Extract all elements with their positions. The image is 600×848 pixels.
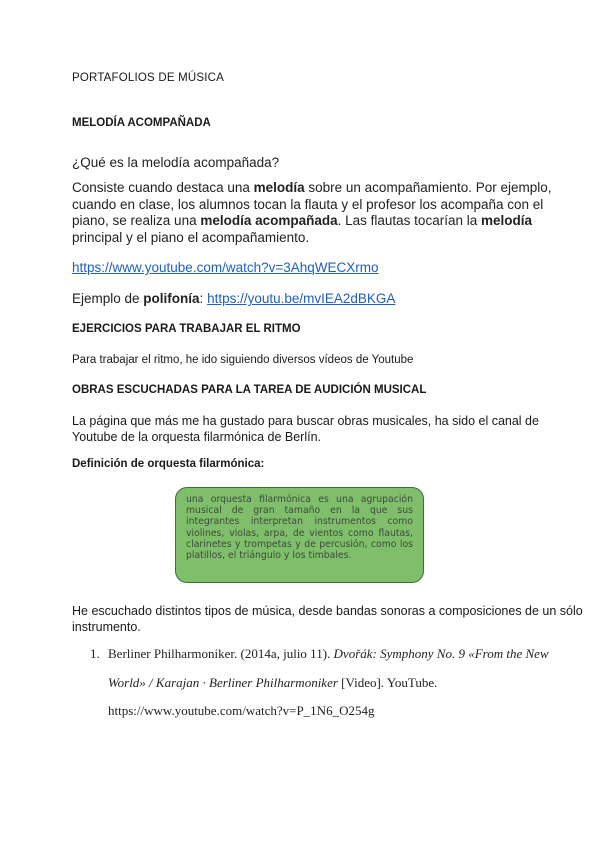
section-heading-melodia: MELODÍA ACOMPAÑADA: [72, 117, 211, 129]
escuchado-paragraph: [72, 603, 583, 635]
para-text: piano, se realiza una: [72, 213, 201, 228]
para-bold: melodía: [253, 180, 305, 195]
polifonia-example: [72, 291, 395, 308]
definition-heading: Definición de orquesta filarmónica:: [72, 458, 265, 470]
reference-line: [108, 646, 549, 662]
example-colon: :: [199, 291, 208, 306]
reference-title: Dvořák: Symphony No. 9 «From the New: [333, 646, 549, 661]
para-text: Consiste cuando destaca una: [72, 180, 254, 195]
reference-source: [Video]. YouTube.: [337, 675, 438, 690]
ritmo-text: Para trabajar el ritmo, he ido siguiendo diversos vídeos de Youtube: [72, 354, 414, 366]
section-heading-obras: OBRAS ESCUCHADAS PARA LA TAREA DE AUDICIÓN MUSICAL: [72, 384, 427, 396]
youtube-link-polifonia[interactable]: https://youtu.be/mvIEA2dBKGA: [207, 291, 396, 306]
obras-line: La página que más me ha gustado para buscar obras musicales, ha sido el canal de: [72, 414, 539, 428]
reference-number: 1.: [90, 646, 100, 661]
example-bold: polifonía: [143, 291, 200, 306]
melodia-paragraph: [72, 180, 552, 246]
para-text: sobre un acompañamiento. Por ejemplo,: [304, 180, 552, 195]
reference-url: https://www.youtube.com/watch?v=P_1N6_O254g: [108, 703, 375, 718]
reference-line: [108, 675, 437, 691]
reference-author: Berliner Philharmoniker. (2014a, julio 11).: [108, 646, 334, 661]
para-line: principal y el piano el acompañamiento.: [72, 229, 310, 245]
para-bold: melodía acompañada: [200, 213, 338, 228]
youtube-link-melodia[interactable]: https://www.youtube.com/watch?v=3AhqWECXrmo: [72, 260, 379, 275]
question-text: ¿Qué es la melodía acompañada?: [72, 155, 280, 170]
obras-paragraph: [72, 413, 539, 445]
section-heading-ritmo: EJERCICIOS PARA TRABAJAR EL RITMO: [72, 323, 301, 335]
para-bold: melodía: [480, 213, 532, 228]
para-text: . Las flautas tocarían la: [337, 213, 481, 228]
page-title: PORTAFOLIOS DE MÚSICA: [72, 72, 225, 84]
example-label: Ejemplo de: [72, 291, 144, 306]
obras-line: Youtube de la orquesta filarmónica de Berlín.: [72, 430, 322, 444]
reference-title: World» / Karajan · Berliner Philharmoniker: [108, 675, 338, 690]
para-line: cuando en clase, los alumnos tocan la flauta y el profesor los acompaña con el: [72, 196, 544, 212]
escuchado-line: instrumento.: [72, 620, 141, 634]
definition-callout: una orquesta filarmónica es una agrupación musical de gran tamaño en la que sus integrantes interpretan instrumentos como violines, violas, arpa, de vientos como flautas, clarinetes y trompetas y de percusión, como los platillos, el triángulo y los timbales.: [175, 487, 424, 583]
escuchado-line: He escuchado distintos tipos de música, desde bandas sonoras a composiciones de un sólo: [72, 604, 583, 618]
